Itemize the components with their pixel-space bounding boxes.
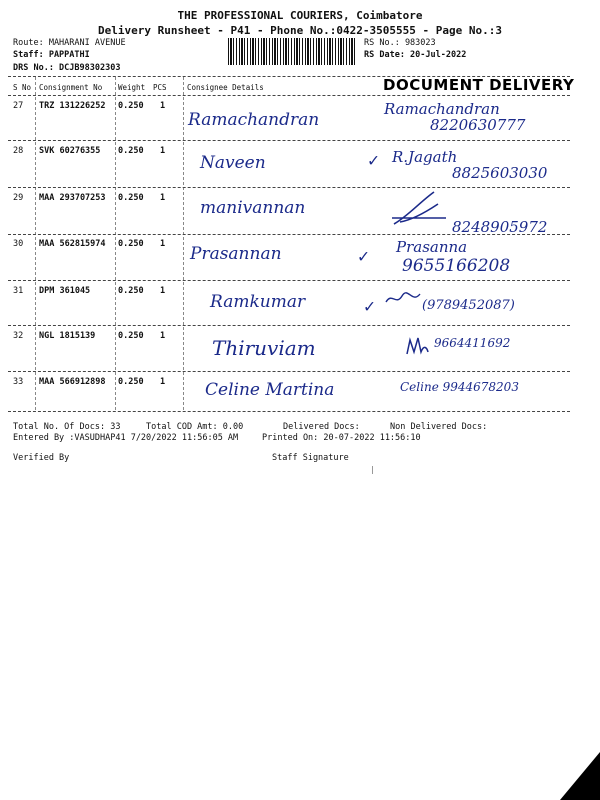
row-sno: 29 <box>13 193 24 203</box>
col-divider <box>183 77 184 410</box>
handwritten-signature: Prasanna <box>396 238 468 256</box>
check-mark-icon: ✓ <box>364 296 375 317</box>
handwritten-name: Celine Martina <box>205 380 335 400</box>
row-pcs: 1 <box>160 146 166 156</box>
handwritten-signature: 9664411692 <box>434 336 511 350</box>
route-label: Route: MAHARANI AVENUE <box>13 38 126 48</box>
non-delivered-docs: Non Delivered Docs: <box>390 422 488 432</box>
handwritten-name: Prasannan <box>190 244 282 264</box>
handwritten-name: Naveen <box>200 153 266 173</box>
drs-number: DRS No.: DCJB98302303 <box>13 63 121 73</box>
col-divider <box>35 77 36 410</box>
verified-by: Verified By <box>13 453 70 463</box>
printed-on: Printed On: 20-07-2022 11:56:10 <box>262 433 421 443</box>
check-mark-icon: ✓ <box>368 150 379 171</box>
handwritten-name: manivannan <box>200 198 306 218</box>
row-sno: 32 <box>13 331 24 341</box>
handwritten-phone: 9655166208 <box>402 256 511 276</box>
barcode <box>228 38 356 65</box>
handwritten-signature: Ramachandran <box>384 100 500 118</box>
row-consignment: DPM 361045 <box>39 286 91 296</box>
row-sno: 27 <box>13 101 24 111</box>
entered-by: Entered By :VASUDHAP41 7/20/2022 11:56:05 AM <box>13 433 239 443</box>
row-pcs: 1 <box>160 331 166 341</box>
handwritten-signature: Celine 9944678203 <box>400 380 519 394</box>
row-consignment: MAA 562815974 <box>39 239 106 249</box>
row-pcs: 1 <box>160 193 166 203</box>
handwritten-phone: 8248905972 <box>452 218 548 236</box>
total-cod: Total COD Amt: 0.00 <box>146 422 244 432</box>
handwritten-signature: (9789452087) <box>422 298 515 313</box>
row-pcs: 1 <box>160 101 166 111</box>
signature-scribble <box>390 188 450 230</box>
row-sno: 31 <box>13 286 24 296</box>
row-weight: 0.250 <box>118 331 144 341</box>
col-consignee: Consignee Details <box>187 83 264 92</box>
table-header-rule <box>8 95 570 96</box>
row-rule <box>8 187 570 188</box>
runsheet-subtitle: Delivery Runsheet - P41 - Phone No.:0422-3505555 - Page No.:3 <box>98 24 502 37</box>
staff-label: Staff: PAPPATHI <box>13 50 90 60</box>
company-title: THE PROFESSIONAL COURIERS, Coimbatore <box>177 9 423 22</box>
check-mark-icon: ✓ <box>358 246 369 267</box>
table-top-rule <box>8 76 570 77</box>
delivered-docs: Delivered Docs: <box>283 422 360 432</box>
row-weight: 0.250 <box>118 101 144 111</box>
col-sno: S No <box>13 83 32 92</box>
row-sno: 30 <box>13 239 24 249</box>
col-consignment: Consignment No <box>39 83 103 92</box>
row-weight: 0.250 <box>118 193 144 203</box>
row-consignment: TRZ 131226252 <box>39 101 106 111</box>
scan-corner-shadow <box>560 752 600 800</box>
row-rule <box>8 140 570 141</box>
signature-scribble <box>384 288 424 310</box>
col-divider <box>115 77 116 410</box>
row-sno: 33 <box>13 377 24 387</box>
handwritten-name: Thiruviam <box>212 336 316 360</box>
signature-scribble <box>404 334 430 358</box>
row-rule <box>8 234 570 235</box>
row-weight: 0.250 <box>118 146 144 156</box>
col-pcs: PCS <box>153 83 167 92</box>
staff-signature: Staff Signature <box>272 453 349 463</box>
row-consignment: MAA 293707253 <box>39 193 106 203</box>
total-docs: Total No. Of Docs: 33 <box>13 422 121 432</box>
row-pcs: 1 <box>160 286 166 296</box>
row-weight: 0.250 <box>118 286 144 296</box>
row-rule <box>8 371 570 372</box>
handwritten-signature: R.Jagath <box>392 148 458 166</box>
handwritten-name: Ramkumar <box>210 292 306 312</box>
rs-number: RS No.: 983023 <box>364 38 436 48</box>
scan-mark <box>372 466 373 474</box>
table-bottom-rule <box>8 411 570 412</box>
col-weight: Weight <box>118 83 146 92</box>
handwritten-name: Ramachandran <box>188 110 320 130</box>
row-consignment: MAA 566912898 <box>39 377 106 387</box>
row-weight: 0.250 <box>118 377 144 387</box>
row-weight: 0.250 <box>118 239 144 249</box>
row-consignment: SVK 60276355 <box>39 146 101 156</box>
handwritten-phone: 8220630777 <box>430 116 526 134</box>
row-pcs: 1 <box>160 377 166 387</box>
row-rule <box>8 325 570 326</box>
row-sno: 28 <box>13 146 24 156</box>
document-delivery-stamp: DOCUMENT DELIVERY <box>383 76 575 94</box>
row-consignment: NGL 1815139 <box>39 331 96 341</box>
row-pcs: 1 <box>160 239 166 249</box>
handwritten-phone: 8825603030 <box>452 164 548 182</box>
row-rule <box>8 280 570 281</box>
rs-date: RS Date: 20-Jul-2022 <box>364 50 467 60</box>
